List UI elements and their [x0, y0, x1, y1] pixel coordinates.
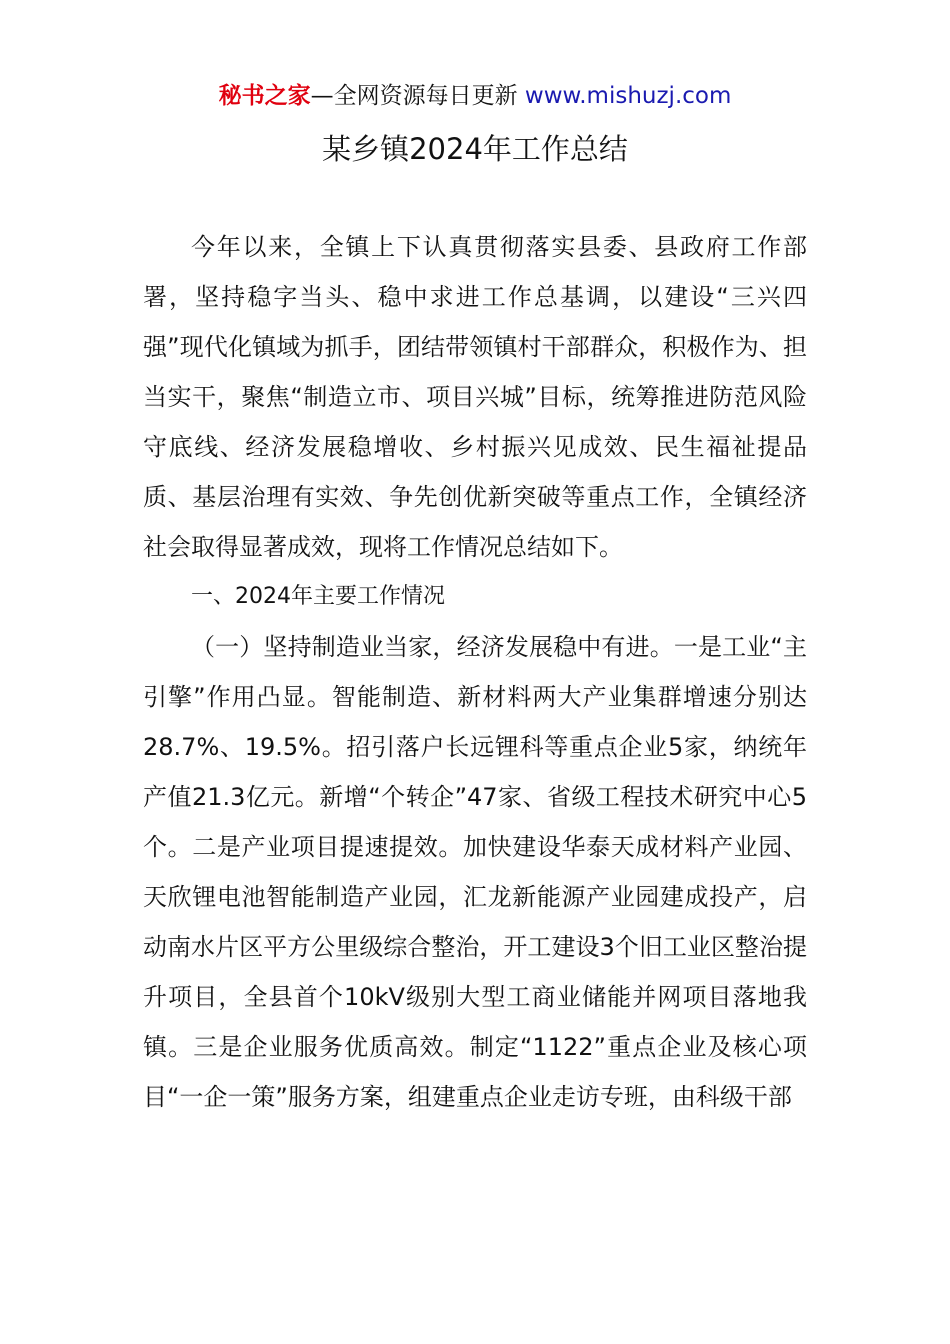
site-url-link[interactable]: www.mishuzj.com	[524, 83, 732, 109]
document-body	[143, 222, 807, 1122]
intro-paragraph: 今年以来，全镇上下认真贯彻落实县委、县政府工作部署，坚持稳字当头、稳中求进工作总基调，以建设“三兴四强”现代化镇域为抓手，团结带领镇村干部群众，积极作为、担当实干，聚焦“制造立市、项目兴城”目标，统筹推进防范风险守底线、经济发展稳增收、乡村振兴见成效、民生福祉提品质、基层治理有实效、争先创优新突破等重点工作，全镇经济社会取得显著成效，现将工作情况总结如下。	[143, 233, 807, 561]
document-title: 某乡镇2024年工作总结	[322, 132, 628, 166]
section-paragraph: （一）坚持制造业当家，经济发展稳中有进。一是工业“主引擎”作用凸显。智能制造、新材料两大产业集群增速分别达28.7%、19.5%。招引落户长远锂科等重点企业5家，纳统年产值21.3亿元。新增“个转企”47家、省级工程技术研究中心5个。二是产业项目提速提效。加快建设华泰天成材料产业园、天欣锂电池智能制造产业园，汇龙新能源产业园建成投产，启动南水片区平方公里级综合整治，开工建设3个旧工业区整治提升项目，全县首个10kV级别大型工商业储能并网项目落地我镇。三是企业服务优质高效。制定“1122”重点企业及核心项目“一企一策”服务方案，组建重点企业走访专班，由科级干部	[143, 633, 807, 1111]
brand-name[interactable]: 秘书之家	[218, 83, 311, 109]
header-tagline: —全网资源每日更新	[310, 83, 518, 109]
section-heading: 一、2024年主要工作情况	[191, 584, 445, 609]
site-header	[0, 80, 950, 112]
